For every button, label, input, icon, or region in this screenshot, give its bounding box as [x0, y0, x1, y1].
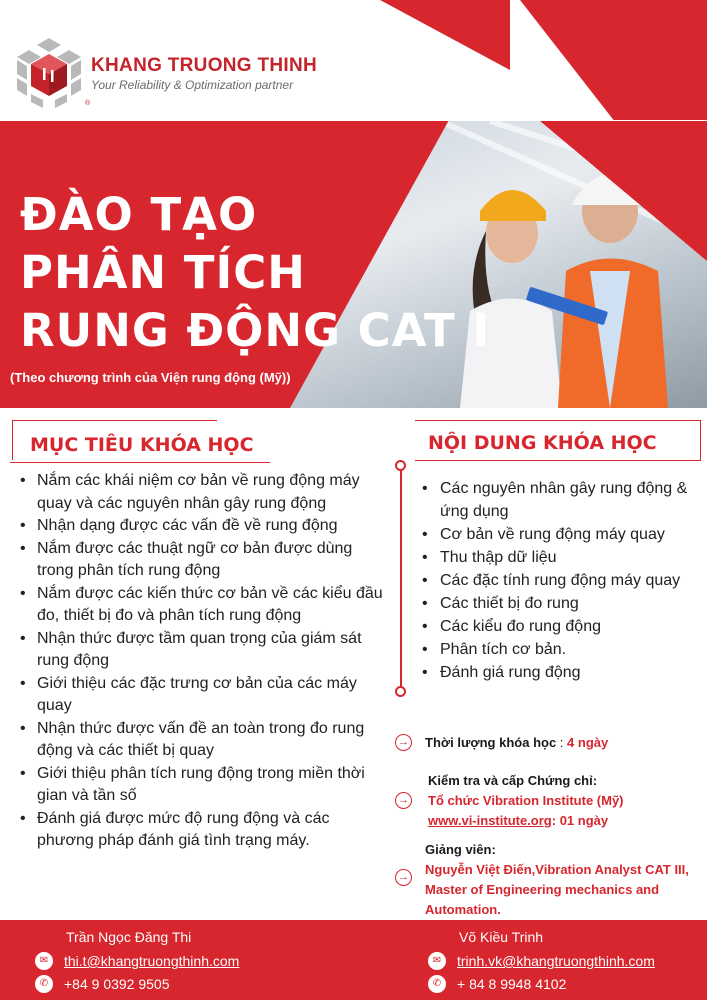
instructor-info — [425, 840, 707, 920]
heading-divider — [10, 462, 270, 463]
course-duration — [425, 733, 608, 753]
course-title-line: PHÂN TÍCH — [20, 246, 306, 299]
arrow-circle-icon: → — [395, 792, 412, 809]
mail-icon: ✉ — [428, 952, 446, 970]
instructor-label: Giảng viên: — [425, 842, 496, 857]
red-stripe-decoration — [520, 0, 707, 120]
list-item: • Thu thập dữ liệu — [422, 546, 704, 569]
list-item: • Nhận thức được vấn đề an toàn trong đo rung động và các thiết bị quay — [20, 718, 390, 763]
course-title — [20, 186, 490, 360]
instructor-field: Automation. — [425, 902, 501, 917]
logo-cube-icon — [15, 36, 83, 110]
instructor-degree: Master of Engineering mechanics and — [425, 882, 660, 897]
company-tagline: Your Reliability & Optimization partner — [91, 77, 294, 92]
contact-phone[interactable]: +84 9 0392 9505 — [64, 976, 170, 992]
contact-email-row — [428, 952, 655, 970]
list-item: • Đánh giá rung động — [422, 661, 704, 684]
list-item: • Nhận dạng được các vấn đề về rung động — [20, 515, 390, 538]
contact-phone[interactable]: + 84 8 9948 4102 — [457, 976, 567, 992]
list-item: • Nắm các khái niệm cơ bản về rung động máy quay và các nguyên nhân gây rung động — [20, 470, 390, 515]
list-item: • Nắm được các kiến thức cơ bản về các kiểu đầu đo, thiết bị đo và phân tích rung động — [20, 583, 390, 628]
contact-email[interactable]: thi.t@khangtruongthinh.com — [64, 953, 240, 969]
instructor-name: Nguyễn Việt Điến,Vibration Analyst CAT III, — [425, 862, 689, 877]
list-item: • Cơ bản về rung động máy quay — [422, 523, 704, 546]
list-item: • Nhận thức được tầm quan trọng của giám sát rung động — [20, 628, 390, 673]
certification-org: Tổ chức Vibration Institute (Mỹ) — [428, 793, 624, 808]
contact-phone-row — [428, 975, 566, 993]
content-heading: NỘI DUNG KHÓA HỌC — [428, 432, 657, 454]
arrow-circle-icon: → — [395, 734, 412, 751]
objectives-heading: MỤC TIÊU KHÓA HỌC — [30, 434, 254, 456]
heading-divider — [415, 460, 701, 461]
arrow-circle-icon: → — [395, 869, 412, 886]
company-logo — [15, 36, 317, 110]
contact-name: Trần Ngọc Đăng Thi — [66, 929, 192, 945]
timeline-line — [400, 466, 402, 692]
certification-days: : 01 ngày — [551, 813, 609, 828]
contact-name: Võ Kiều Trinh — [459, 929, 544, 945]
duration-label: Thời lượng khóa học — [425, 735, 557, 750]
duration-separator: : — [556, 735, 568, 750]
list-item: • Các thiết bị đo rung — [422, 592, 704, 615]
duration-value: 4 ngày — [567, 735, 609, 750]
content-list — [422, 477, 704, 684]
list-item: • Đánh giá được mức độ rung động và các phương pháp đánh giá tình trạng máy. — [20, 808, 390, 853]
list-item: • Giới thiệu các đặc trưng cơ bản của các máy quay — [20, 673, 390, 718]
list-item: • Các kiểu đo rung động — [422, 615, 704, 638]
objectives-list — [20, 470, 390, 853]
course-subtitle: (Theo chương trình của Viện rung động (Mỹ)) — [10, 370, 291, 385]
certification-label: Kiểm tra và cấp Chứng chỉ: — [428, 773, 598, 788]
registered-mark: ® — [85, 100, 91, 107]
phone-icon: ✆ — [35, 975, 53, 993]
course-title-line: RUNG ĐỘNG CAT I — [20, 304, 491, 357]
red-stripe-decoration — [380, 0, 510, 70]
certification-link[interactable]: www.vi-institute.org — [428, 813, 552, 828]
certification-info — [428, 771, 624, 831]
mail-icon: ✉ — [35, 952, 53, 970]
list-item: • Các đặc tính rung động máy quay — [422, 569, 704, 592]
list-item: • Nắm được các thuật ngữ cơ bản được dùng trong phân tích rung động — [20, 538, 390, 583]
contact-email[interactable]: trinh.vk@khangtruongthinh.com — [457, 953, 655, 969]
contact-email-row — [35, 952, 239, 970]
timeline-dot — [395, 686, 406, 697]
list-item: • Giới thiệu phân tích rung động trong miền thời gian và tần số — [20, 763, 390, 808]
course-title-line: ĐÀO TẠO — [20, 188, 258, 241]
list-item: • Phân tích cơ bản. — [422, 638, 704, 661]
contact-phone-row — [35, 975, 170, 993]
company-name: KHANG TRUONG THINH — [91, 54, 317, 76]
timeline-dot — [395, 460, 406, 471]
phone-icon: ✆ — [428, 975, 446, 993]
list-item: • Các nguyên nhân gây rung động & ứng dụng — [422, 477, 704, 523]
